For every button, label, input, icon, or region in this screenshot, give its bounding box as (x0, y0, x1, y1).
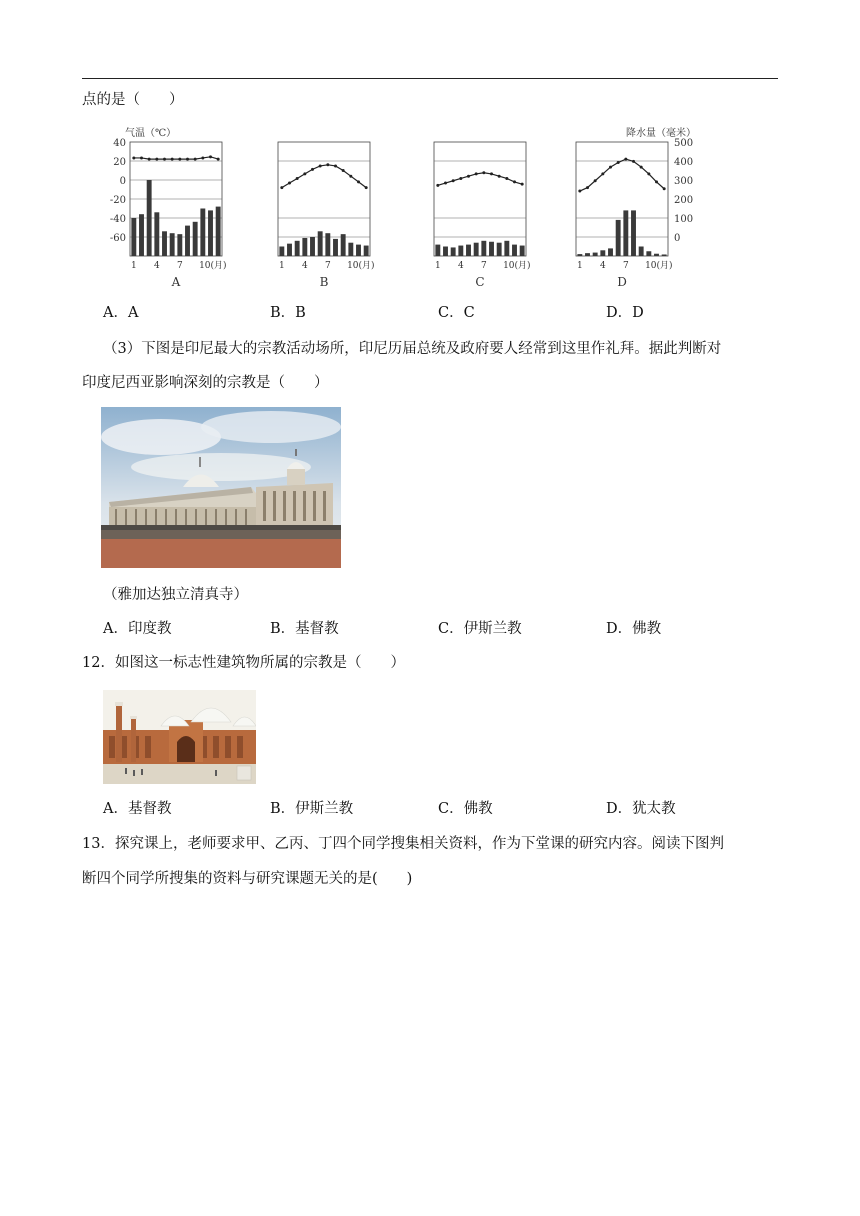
q12-option-a[interactable]: A．基督教 (103, 801, 172, 817)
temp-line (580, 159, 664, 191)
precip-bar (216, 207, 221, 256)
precip-bar (131, 218, 136, 256)
q11-option-b[interactable]: B．B (270, 305, 306, 321)
temp-point (132, 156, 135, 159)
precip-bar (654, 254, 659, 256)
panel-letter-B: B (319, 275, 329, 289)
precip-bar (489, 242, 494, 256)
precip-bar (435, 245, 440, 256)
temp-point (601, 172, 604, 175)
precip-bar (585, 253, 590, 256)
temp-point (459, 177, 462, 180)
temp-point (632, 160, 635, 163)
temp-point (467, 175, 470, 178)
q11-option-a[interactable]: A．A (103, 305, 139, 321)
temp-point (624, 158, 627, 161)
month-tick-label: 7 (480, 261, 487, 271)
panel-letter-C: C (475, 275, 485, 289)
temp-point (217, 158, 220, 161)
precip-tick-label: 0 (674, 233, 681, 244)
temp-axis-title: 气温（℃） (125, 128, 177, 139)
temp-point (578, 190, 581, 193)
precip-tick-label: 200 (674, 195, 694, 206)
q11p3-option-d[interactable]: D．佛教 (606, 621, 662, 637)
temp-point (586, 186, 589, 189)
precip-bar (616, 220, 621, 256)
month-tick-label: 4 (599, 261, 606, 271)
precip-bar (341, 234, 346, 256)
month-tick-label: 4 (301, 261, 308, 271)
temp-point (280, 186, 283, 189)
q11-stem-tail: 点的是（ ） (82, 92, 184, 108)
temp-point (209, 155, 212, 158)
q12-option-b[interactable]: B．伊斯兰教 (270, 801, 354, 817)
precip-axis-title: 降水量（毫米） (626, 128, 696, 139)
precip-bar (623, 210, 628, 256)
temp-point (296, 177, 299, 180)
precip-bar (443, 247, 448, 257)
temp-point (357, 180, 360, 183)
month-tick-label: 7 (622, 261, 629, 271)
precip-bar (512, 245, 517, 256)
temp-point (186, 158, 189, 161)
month-tick-label: 4 (457, 261, 464, 271)
precip-bar (458, 246, 463, 256)
temp-point (444, 182, 447, 185)
precip-bar (310, 237, 315, 256)
temp-point (647, 172, 650, 175)
temp-point (521, 183, 524, 186)
precip-bar (504, 241, 509, 256)
temp-line (438, 173, 522, 186)
precip-bar (185, 226, 190, 256)
precip-bar (474, 243, 479, 256)
temp-point (655, 180, 658, 183)
precip-bar (466, 245, 471, 256)
temp-point (365, 186, 368, 189)
temp-point (342, 169, 345, 172)
precip-bar (631, 210, 636, 256)
month-tick-label: 7 (176, 261, 183, 271)
month-tick-label: 10(月) (347, 261, 375, 271)
chart-frame-C (434, 142, 526, 256)
precip-tick-label: 100 (674, 214, 694, 225)
precip-bar (170, 233, 175, 256)
precip-bar (364, 246, 369, 256)
precip-bar (177, 234, 182, 256)
temp-point (155, 158, 158, 161)
precip-bar (154, 212, 159, 256)
temp-point (349, 175, 352, 178)
precip-bar (497, 243, 502, 256)
month-tick-label: 10(月) (645, 261, 673, 271)
temp-point (452, 179, 455, 182)
q12-option-c[interactable]: C．佛教 (438, 801, 493, 817)
panel-letter-A: A (171, 275, 181, 289)
temp-point (436, 184, 439, 187)
header-rule (82, 78, 778, 79)
precip-bar (520, 246, 525, 256)
precip-bar (162, 231, 167, 256)
precip-bar (333, 239, 338, 256)
month-tick-label: 7 (324, 261, 331, 271)
precip-bar (662, 254, 667, 256)
temp-point (482, 171, 485, 174)
temp-point (201, 156, 204, 159)
temp-line (134, 157, 218, 159)
temp-point (505, 177, 508, 180)
month-tick-label: 1 (278, 261, 285, 271)
temp-point (319, 164, 322, 167)
panel-letter-D: D (617, 275, 627, 289)
precip-tick-label: 400 (674, 157, 694, 168)
precip-bar (593, 253, 598, 256)
temp-tick-label: 0 (119, 176, 126, 187)
temp-point (171, 158, 174, 161)
temp-point (663, 187, 666, 190)
q11p3-option-a[interactable]: A．印度教 (103, 621, 172, 637)
temp-point (513, 180, 516, 183)
q11-part3-line2: 印度尼西亚影响深刻的宗教是（ ） (82, 375, 329, 391)
month-tick-label: 10(月) (503, 261, 531, 271)
temp-tick-label: -40 (109, 214, 126, 225)
precip-bar (279, 247, 284, 257)
precip-bar (608, 248, 613, 256)
temp-point (178, 158, 181, 161)
q11p3-option-b[interactable]: B．基督教 (270, 621, 339, 637)
temp-point (303, 172, 306, 175)
temp-tick-label: -60 (109, 233, 126, 244)
temp-tick-label: -20 (109, 195, 126, 206)
precip-tick-label: 500 (674, 138, 694, 149)
temp-point (334, 164, 337, 167)
precip-bar (318, 231, 323, 256)
temp-point (163, 158, 166, 161)
temp-point (490, 172, 493, 175)
temp-point (140, 156, 143, 159)
precip-tick-label: 300 (674, 176, 694, 187)
precip-bar (577, 254, 582, 256)
precip-bar (481, 241, 486, 256)
q11-option-c[interactable]: C．C (438, 305, 475, 321)
month-tick-label: 10(月) (199, 261, 227, 271)
chart-frame-B (278, 142, 370, 256)
precip-bar (348, 243, 353, 256)
precip-bar (356, 245, 361, 256)
precip-bar (325, 233, 330, 256)
precip-bar (193, 222, 198, 256)
climate-charts (100, 122, 800, 302)
temp-point (617, 161, 620, 164)
q11-part3-line1: （3）下图是印尼最大的宗教活动场所，印尼历届总统及政府要人经常到这里作礼拜。据此判断对 (103, 341, 722, 357)
temp-point (311, 168, 314, 171)
q11p3-option-c[interactable]: C．伊斯兰教 (438, 621, 522, 637)
month-tick-label: 4 (153, 261, 160, 271)
temp-point (148, 158, 151, 161)
precip-bar (600, 250, 605, 256)
precip-bar (295, 241, 300, 256)
jama-masjid-photo (103, 690, 256, 784)
month-tick-label: 1 (576, 261, 583, 271)
temp-point (640, 166, 643, 169)
istiqlal-mosque-photo (101, 407, 341, 568)
precip-bar (208, 210, 213, 256)
temp-point (194, 158, 197, 161)
q12-option-d[interactable]: D．犹太教 (606, 801, 676, 817)
temp-point (475, 172, 478, 175)
temp-tick-label: 40 (113, 138, 126, 149)
precip-bar (147, 180, 152, 256)
q12-stem: 12．如图这一标志性建筑物所属的宗教是（ ） (82, 655, 405, 671)
photo-caption: （雅加达独立清真寺） (103, 587, 248, 603)
chart-frame-D (576, 142, 668, 256)
precip-bar (200, 209, 205, 257)
q13-line1: 13．探究课上，老师要求甲、乙丙、丁四个同学搜集相关资料，作为下堂课的研究内容。阅读下图判 (82, 836, 724, 852)
q11-option-d[interactable]: D．D (606, 305, 644, 321)
month-tick-label: 1 (130, 261, 137, 271)
precip-bar (451, 247, 456, 256)
precip-bar (639, 247, 644, 257)
temp-point (288, 182, 291, 185)
precip-bar (287, 244, 292, 256)
temp-line (282, 165, 366, 188)
precip-bar (646, 251, 651, 256)
temp-point (326, 163, 329, 166)
precip-bar (139, 214, 144, 256)
q13-line2: 断四个同学所搜集的资料与研究课题无关的是( ) (82, 871, 413, 887)
temp-point (609, 166, 612, 169)
temp-point (594, 179, 597, 182)
precip-bar (302, 238, 307, 256)
month-tick-label: 1 (434, 261, 441, 271)
temp-point (498, 175, 501, 178)
temp-tick-label: 20 (113, 157, 126, 168)
